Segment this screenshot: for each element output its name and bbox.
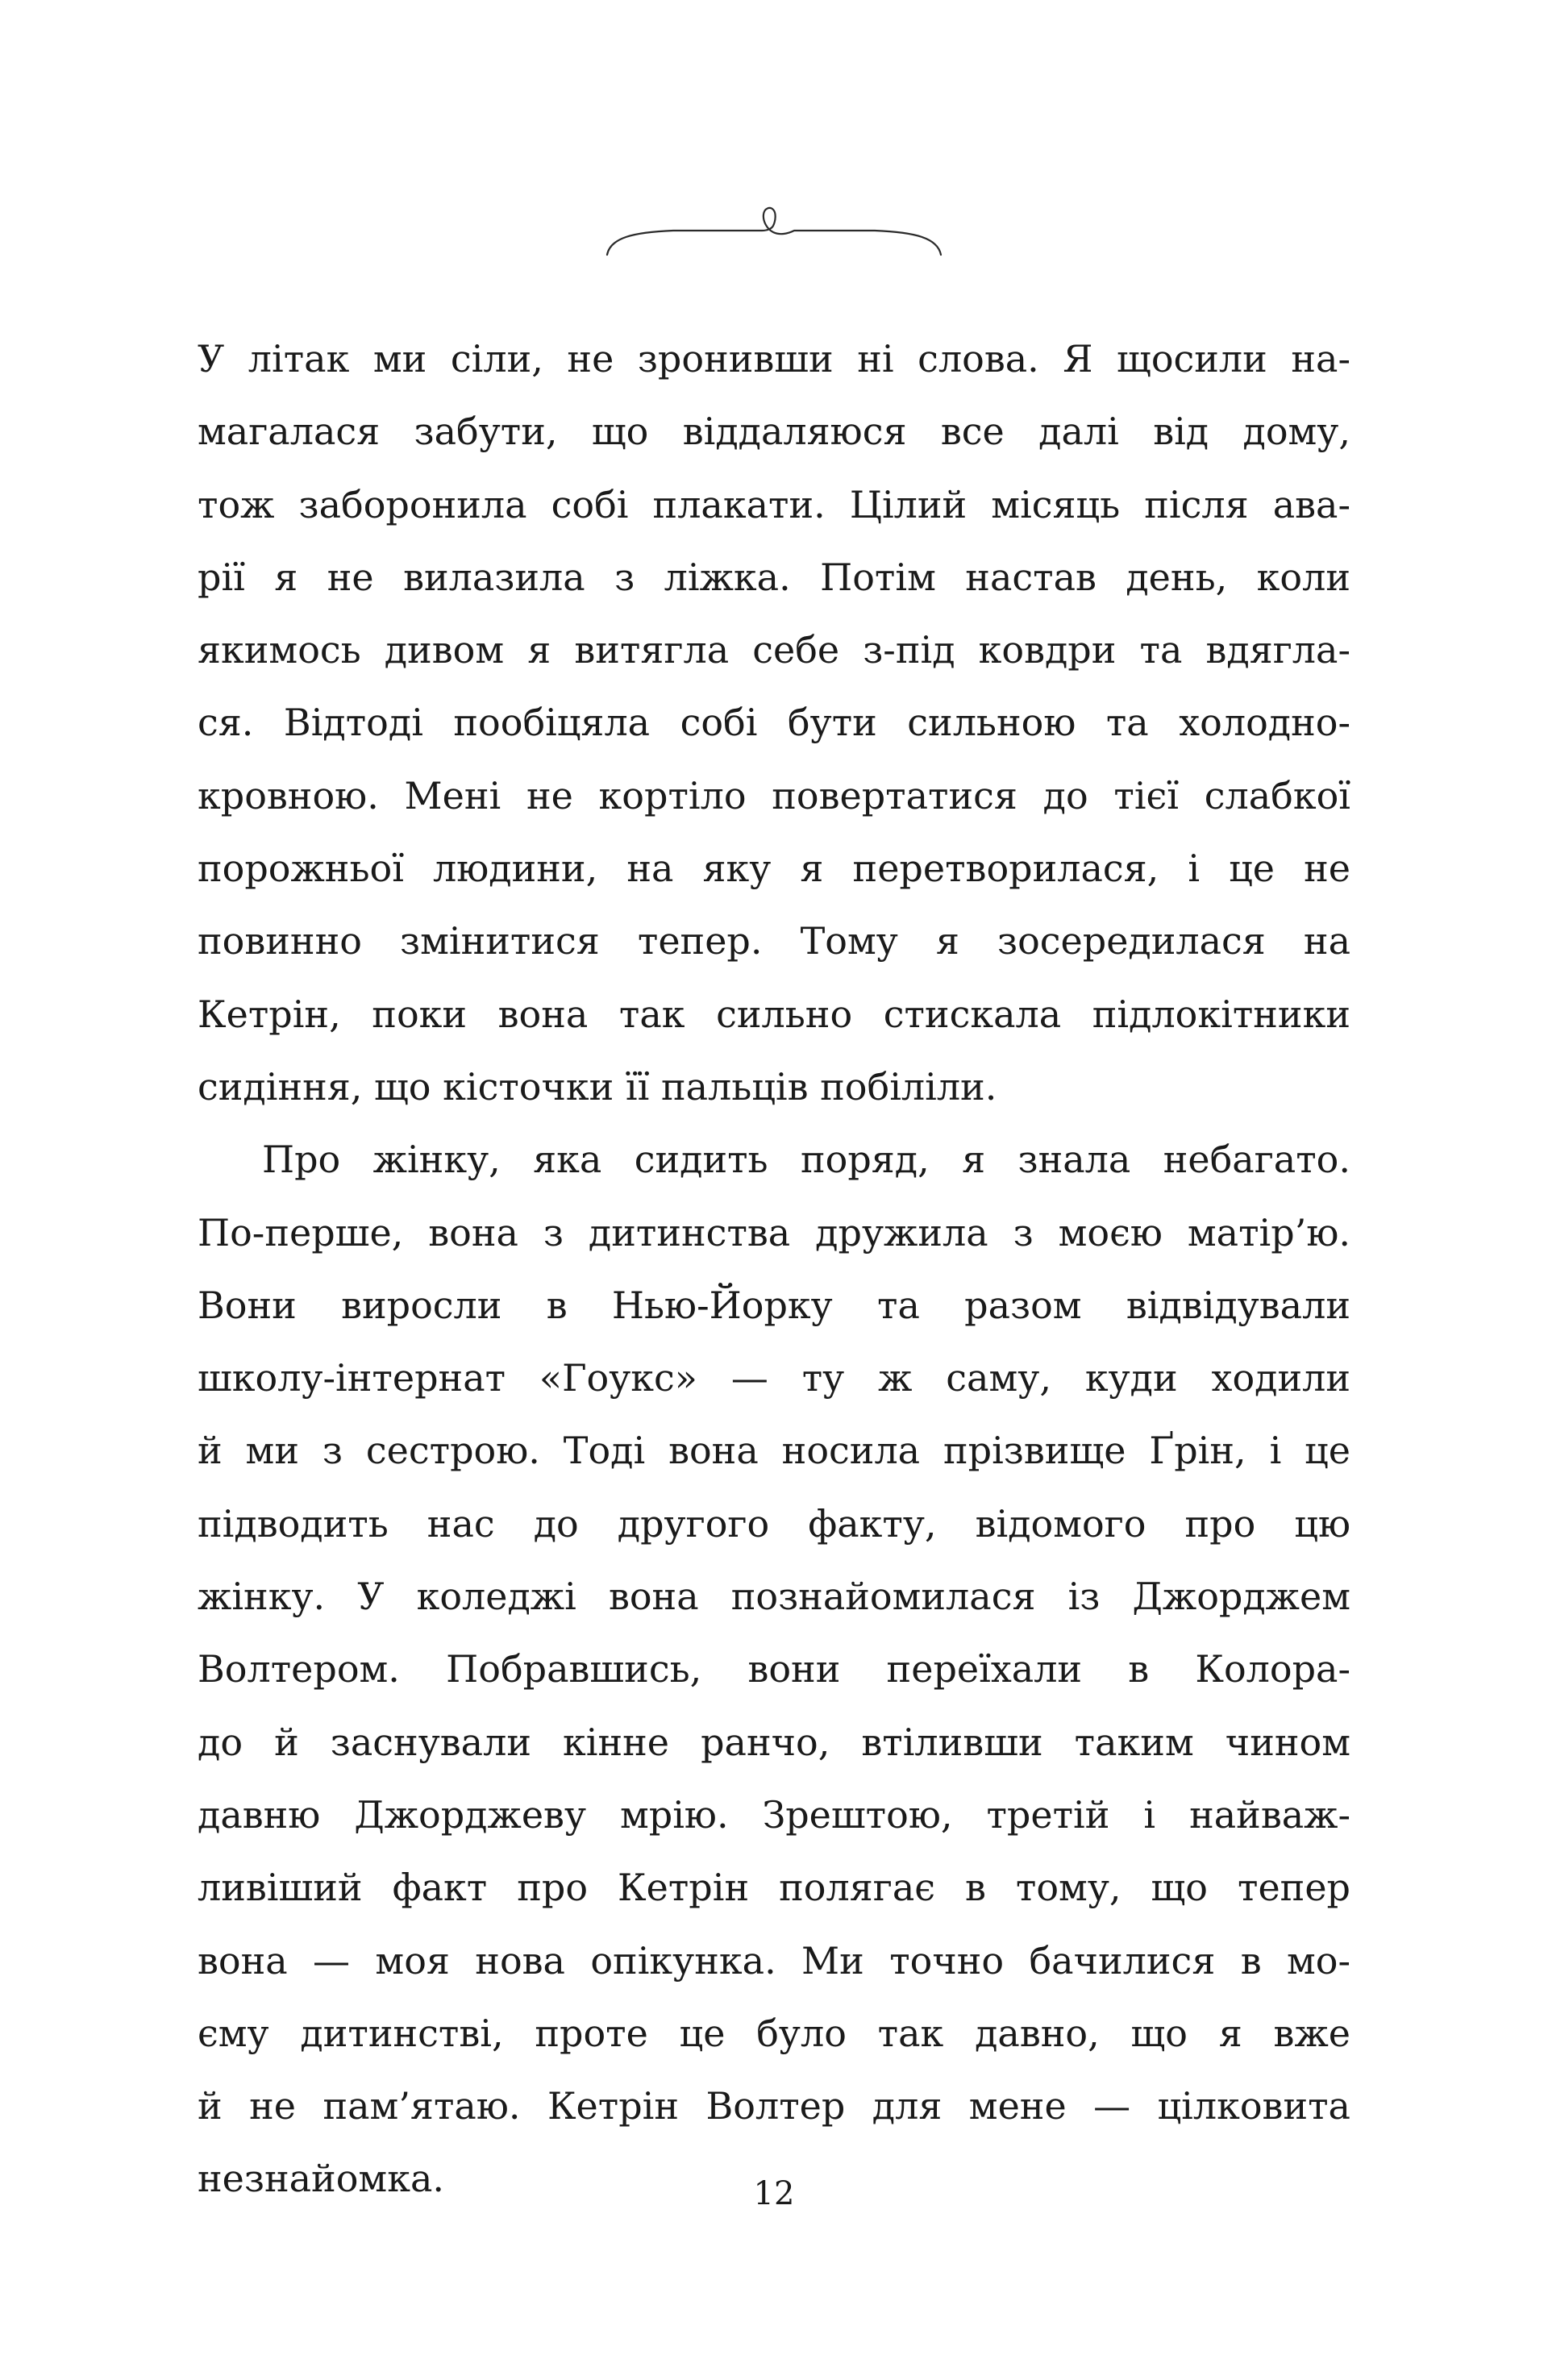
text-line: до й заснували кінне ранчо, втіливши таким чином (198, 1720, 1350, 1764)
text-line: рії я не вилазила з ліжка. Потім настав день, коли (198, 555, 1350, 599)
text-line: підводить нас до другого факту, відомого про цю (198, 1501, 1350, 1546)
text-line: вона — моя нова опікунка. Ми точно бачилися в мо- (198, 1938, 1350, 1983)
text-line: Про жінку, яка сидить поряд, я знала небагато. (262, 1138, 1350, 1182)
text-line: й не пам’ятаю. Кетрін Волтер для мене — цілковита (198, 2084, 1350, 2128)
text-line: жінку. У коледжі вона познайомилася із Джорджем (198, 1575, 1350, 1619)
text-line: магалася забути, що віддаляюся все далі від дому, (198, 410, 1350, 454)
flourish-divider-icon (601, 193, 947, 266)
text-line: Волтером. Побравшись, вони переїхали в Колора- (198, 1647, 1350, 1691)
text-line: й ми з сестрою. Тоді вона носила прізвище Ґрін, і це (198, 1429, 1350, 1473)
text-line: повинно змінитися тепер. Тому я зосередилася на (198, 919, 1350, 963)
text-line: давню Джорджеву мрію. Зрештою, третій і найваж- (198, 1792, 1350, 1837)
text-line: порожньої людини, на яку я перетворилася, і це не (198, 847, 1350, 891)
page-number: 12 (753, 2175, 795, 2212)
text-line: сидіння, що кісточки її пальців побіліли. (198, 1064, 997, 1109)
text-line: ся. Відтоді пообіцяла собі бути сильною та холодно- (198, 701, 1350, 745)
text-line: школу-інтернат «Гоукс» — ту ж саму, куди ходили (198, 1356, 1350, 1400)
text-line: тож заборонила собі плакати. Цілий місяць після ава- (198, 482, 1350, 526)
chapter-ornament (0, 193, 1548, 266)
text-line: Кетрін, поки вона так сильно стискала підлокітники (198, 992, 1350, 1036)
text-line: По-перше, вона з дитинства дружила з моєю матір’ю. (198, 1210, 1350, 1254)
text-line: незнайомка. (198, 2157, 444, 2201)
text-line: кровною. Мені не кортіло повертатися до тієї слабкої (198, 773, 1350, 818)
text-line: ливіший факт про Кетрін полягає в тому, що тепер (198, 1866, 1350, 1910)
text-line: єму дитинстві, проте це було так давно, що я вже (198, 2011, 1350, 2055)
text-line: Вони виросли в Нью-Йорку та разом відвідували (198, 1283, 1350, 1327)
body-text (198, 322, 1350, 2216)
text-line: якимось дивом я витягла себе з-під ковдри та вдягла- (198, 628, 1350, 672)
text-line: У літак ми сіли, не зронивши ні слова. Я щосили на- (198, 337, 1350, 381)
